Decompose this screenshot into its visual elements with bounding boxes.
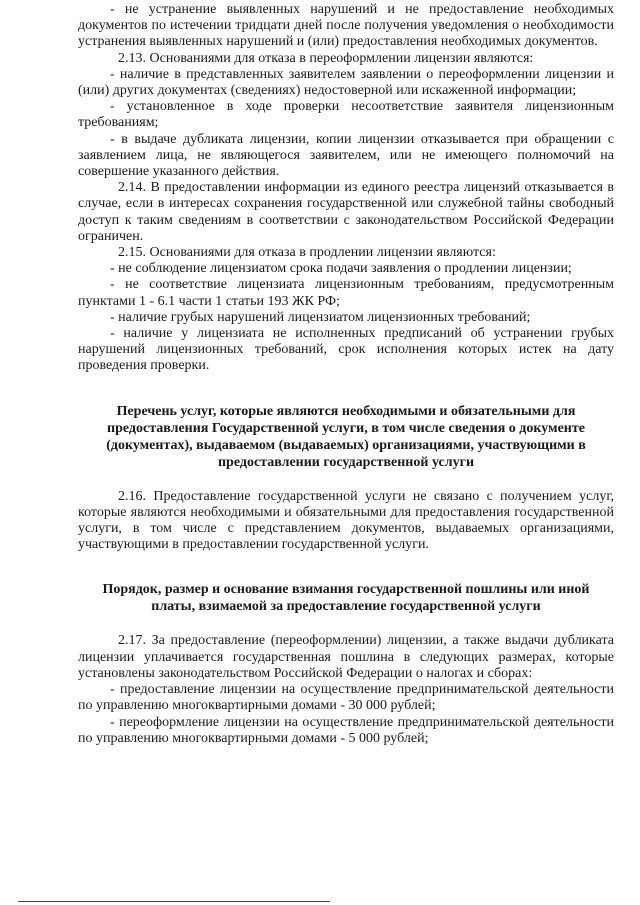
paragraph-2-14: 2.14. В предоставлении информации из единого реестра лицензий отказывается в случае, если в интересах сохранения государственной или служебной тайны свободный доступ к таким сведениям в соответствии с законодательством Российской Федерации ограничен. — [78, 180, 614, 244]
paragraph-unfulfilled-orders: - наличие у лицензиата не исполненных предписаний об устранении грубых нарушений лицензионных требований, срок исполнения которых истек на дату проведения проверки. — [78, 326, 614, 374]
paragraph-mismatch: - установленное в ходе проверки несоответствие заявителя лицензионным требованиям; — [78, 99, 614, 131]
paragraph-2-13: 2.13. Основаниями для отказа в переоформлении лицензии являются: — [118, 50, 534, 66]
paragraph-not-eliminated: - не устранение выявленных нарушений и не предоставление необходимых документов по истечении тридцати дней после получения уведомления о необходимости устранения выявленных нарушений и (или) предоставления необходимых документов. — [78, 2, 614, 50]
section-gap — [78, 553, 614, 581]
paragraph-fee-reissue: - переоформление лицензии на осуществление предпринимательской деятельности по управлению многоквартирными домами - 5 000 рублей; — [78, 714, 614, 746]
paragraph-requirements: - не соответствие лицензиата лицензионным требованиям, предусмотренным пунктами 1 - 6.1 части 1 статьи 193 ЖК РФ; — [78, 277, 614, 309]
paragraph-fee-grant: - предоставление лицензии на осуществление предпринимательской деятельности по управлению многоквартирными домами - 30 000 рублей; — [78, 682, 614, 714]
section-gap — [78, 615, 614, 633]
section-heading-fee: Порядок, размер и основание взимания государственной пошлины или иной платы, взимаемой за предоставление государственной услуги — [102, 582, 590, 615]
section-gap — [78, 471, 614, 489]
paragraph-deadline: - не соблюдение лицензиатом срока подачи заявления о продлении лицензии; — [110, 261, 572, 277]
section-gap — [78, 375, 614, 403]
footnote-divider — [18, 901, 330, 902]
paragraph-2-16: 2.16. Предоставление государственной услуги не связано с получением услуг, которые являются необходимыми и обязательными для предоставления государственной услуги, в том числе с представлением документов, выдаваемых организациями, участвующими в предоставлении государственной услуги. — [78, 488, 614, 553]
section-heading-services: Перечень услуг, которые являются необходимыми и обязательными для предоставления Государственной услуги, в том числе сведения о документе (документах), выдаваемом (выдаваемых) организациями, участвующими в предоставлении государственной услуги — [106, 403, 586, 470]
paragraph-duplicate-refusal: - в выдаче дубликата лицензии, копии лицензии отказывается при обращении с заявлением лица, не являющегося заявителем, или не имеющего полномочий на совершение указанного действия. — [78, 131, 614, 180]
paragraph-2-17: 2.17. За предоставление (переоформлении) лицензии, а также выдачи дубликата лицензии уплачивается государственная пошлина в следующих размерах, которые установлены законодательством Российской Федерации о налогах и сборах: — [78, 633, 614, 681]
paragraph-false-info: - наличие в представленных заявителем заявлении о переоформлении лицензии и (или) других документах (сведениях) недостоверной или искаженной информации; — [78, 66, 614, 99]
paragraph-gross-violations: - наличие грубых нарушений лицензиатом лицензионных требований; — [110, 309, 531, 325]
paragraph-2-15: 2.15. Основаниями для отказа в продлении лицензии являются: — [118, 245, 496, 261]
